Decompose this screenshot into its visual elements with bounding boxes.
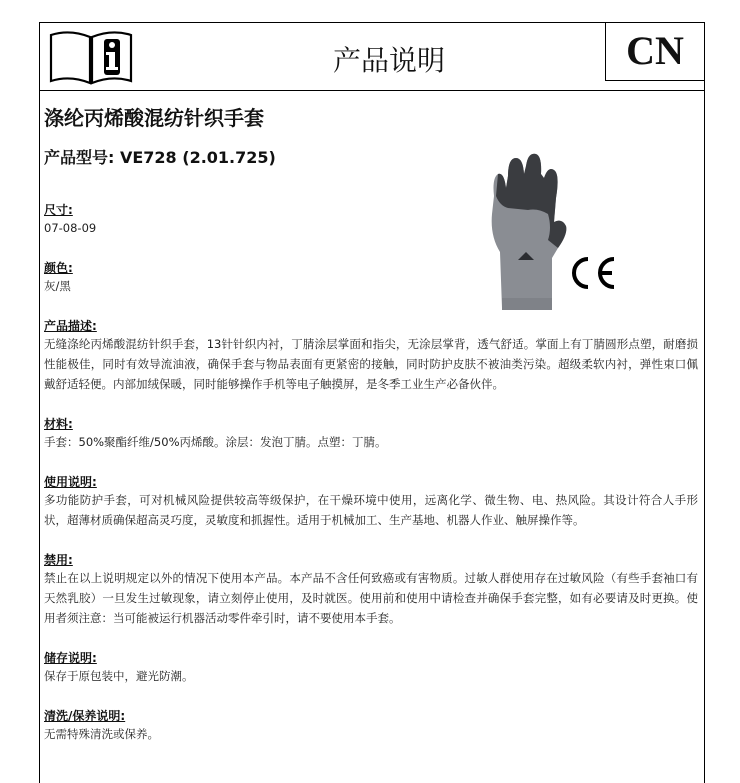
care-body: 无需特殊清洗或保养。 bbox=[44, 727, 159, 741]
storage-title: 储存说明: bbox=[44, 651, 97, 665]
description-title: 产品描述: bbox=[44, 319, 97, 333]
color-title: 颜色: bbox=[44, 261, 73, 275]
size-title: 尺寸: bbox=[44, 203, 73, 217]
care-title: 清洗/保养说明: bbox=[44, 709, 126, 723]
book-info-icon bbox=[48, 27, 134, 87]
prohibited-body: 禁止在以上说明规定以外的情况下使用本产品。本产品不含任何致癌或有害物质。过敏人群使用存在过敏风险（有些手套袖口有天然乳胶）一旦发生过敏现象，请立刻停止使用，及时就医。使用前和使用中请检查并确保手套完整，如有必要请及时更换。使用者须注意：当可能被运行机器活动零件牵引时，请不要使用本手套。 bbox=[44, 571, 698, 625]
country-code: CN bbox=[626, 28, 684, 73]
material-body: 手套：50%聚酯纤维/50%丙烯酸。涂层：发泡丁腈。点塑：丁腈。 bbox=[44, 435, 387, 449]
product-name: 涤纶丙烯酸混纺针织手套 bbox=[44, 106, 264, 130]
size-body: 07-08-09 bbox=[44, 221, 97, 235]
product-model: 产品型号: VE728 (2.01.725) bbox=[44, 148, 276, 167]
usage-title: 使用说明: bbox=[44, 475, 97, 489]
description-body: 无缝涤纶丙烯酸混纺针织手套，13针针织内衬，丁腈涂层掌面和指尖，无涂层掌背，透气舒适。掌面上有丁腈圆形点塑，耐磨损性能极佳，同时有效导流油液，确保手套与物品表面有更紧密的接触，同时防护皮肤不被油类污染。超级柔软内衬，弹性束口佩戴舒适轻便。内部加绒保暖，同时能够操作手机等电子触摸屏，是冬季工业生产必备伙伴。 bbox=[44, 337, 698, 391]
usage-body: 多功能防护手套，可对机械风险提供较高等级保护，在干燥环境中使用，远离化学、微生物、电、热风险。其设计符合人手形状，超薄材质确保超高灵巧度，灵敏度和抓握性。适用于机械加工、生产基地、机器人作业、触屏操作等。 bbox=[44, 493, 698, 527]
material-title: 材料: bbox=[44, 417, 73, 431]
storage-body: 保存于原包装中，避光防潮。 bbox=[44, 669, 194, 683]
document-header bbox=[39, 22, 705, 91]
country-code-box bbox=[605, 22, 704, 81]
color-body: 灰/黑 bbox=[44, 279, 71, 293]
page-title: 产品说明 bbox=[332, 44, 445, 77]
prohibited-title: 禁用: bbox=[44, 553, 73, 567]
